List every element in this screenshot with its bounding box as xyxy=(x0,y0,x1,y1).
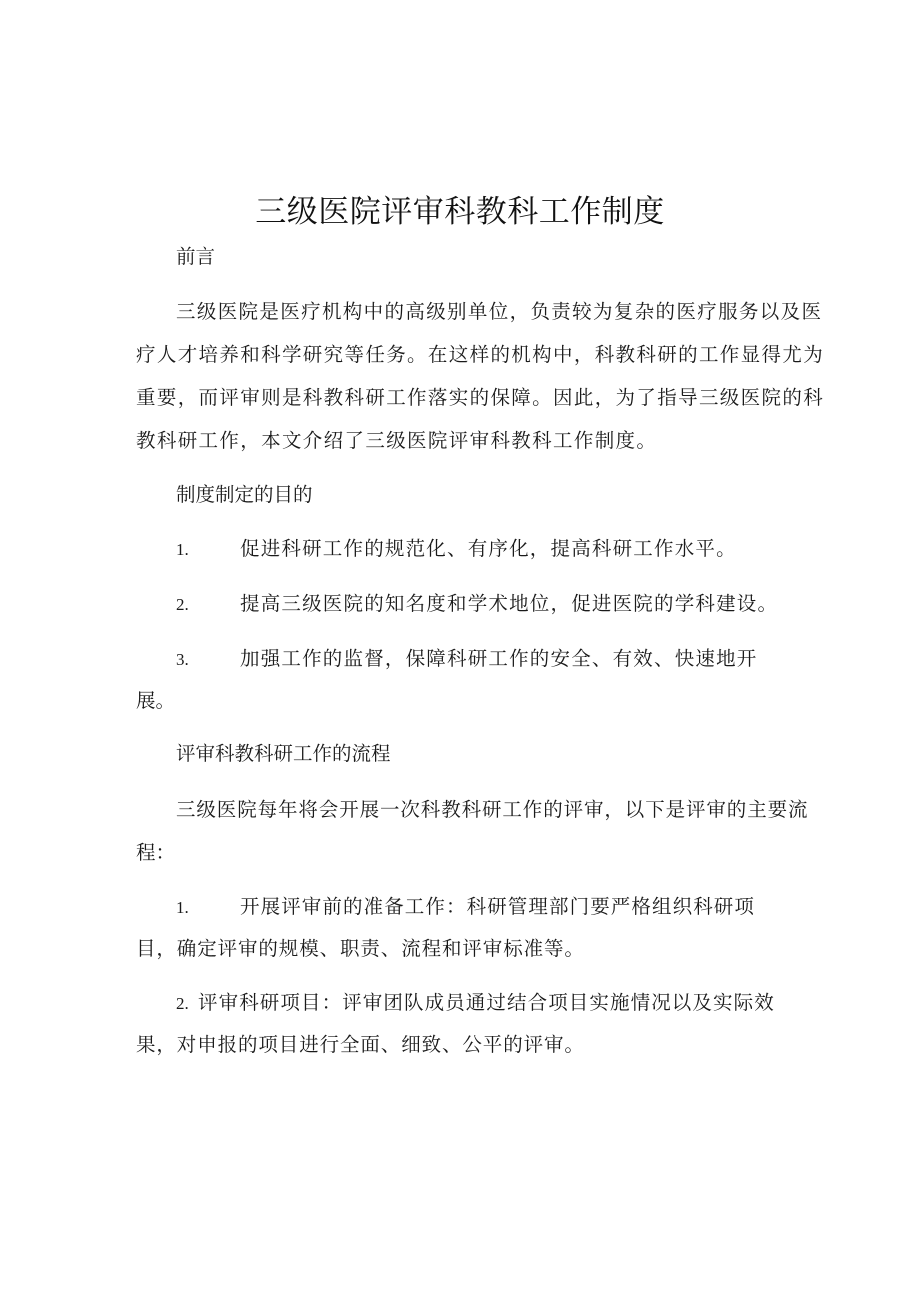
process-intro-line-2: 程： xyxy=(136,841,176,864)
purpose-2-text: 提高三级医院的知名度和学术地位，促进医院的学科建设。 xyxy=(240,592,779,615)
intro-line-1: 三级医院是医疗机构中的高级别单位，负责较为复杂的医疗服务以及医 xyxy=(176,300,823,323)
document-title: 三级医院评审科教科工作制度 xyxy=(255,194,665,230)
purpose-1-number: 1. xyxy=(176,540,189,559)
purpose-3-text: 加强工作的监督，保障科研工作的安全、有效、快速地开 xyxy=(240,647,758,670)
preface-heading: 前言 xyxy=(176,245,216,268)
purpose-3-continuation: 展。 xyxy=(136,689,176,712)
purpose-3-number: 3. xyxy=(176,650,189,669)
process-heading: 评审科教科研工作的流程 xyxy=(176,742,391,765)
step-1-number: 1. xyxy=(176,898,189,917)
step-1-text: 开展评审前的准备工作：科研管理部门要严格组织科研项 xyxy=(240,895,756,918)
intro-line-2: 疗人才培养和科学研究等任务。在这样的机构中，科教科研的工作显得尤为 xyxy=(136,343,825,366)
step-2-number: 2. xyxy=(176,994,189,1013)
purpose-heading: 制度制定的目的 xyxy=(176,483,313,506)
process-intro-line-1: 三级医院每年将会开展一次科教科研工作的评审，以下是评审的主要流 xyxy=(176,798,809,821)
step-2-text: 评审科研项目：评审团队成员通过结合项目实施情况以及实际效 xyxy=(198,991,775,1014)
purpose-2-number: 2. xyxy=(176,595,189,614)
intro-line-4: 教科研工作，本文介绍了三级医院评审科教科工作制度。 xyxy=(136,429,658,452)
step-2-continuation: 果，对申报的项目进行全面、细致、公平的评审。 xyxy=(136,1033,585,1056)
intro-line-3: 重要，而评审则是科教科研工作落实的保障。因此，为了指导三级医院的科 xyxy=(136,386,825,409)
step-1-continuation: 目，确定评审的规模、职责、流程和评审标准等。 xyxy=(136,937,585,960)
purpose-1-text: 促进科研工作的规范化、有序化，提高科研工作水平。 xyxy=(240,537,737,560)
